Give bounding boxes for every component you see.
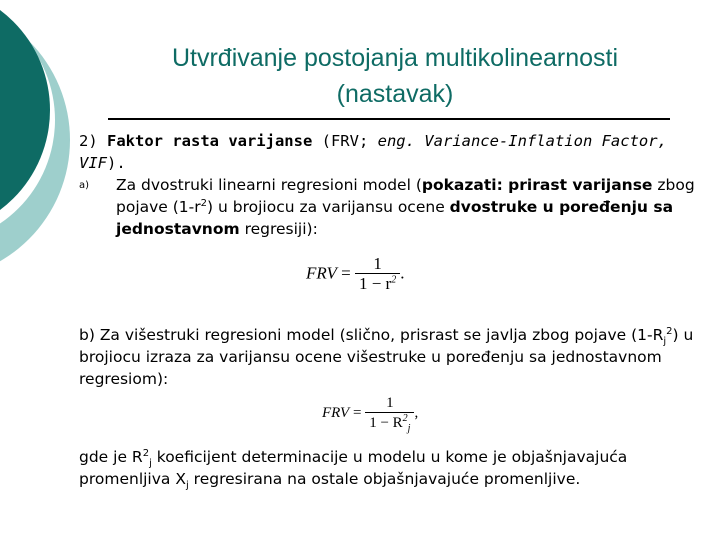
fraction: $\frac{1}{1 - R^2_j}$ bbox=[365, 394, 414, 433]
item-a: a) Za dvostruki linearni regresioni model (pokazati: prirast varijanse zbog pojave $(1-r^2)$ u brojiocu za varijansu ocene dvostruke u poređenju sa jednostavnom regresiji): bbox=[79, 176, 695, 238]
formula-frv-multiple: FRV = $\frac{1}{1 - R^2_j}$ , bbox=[322, 395, 419, 434]
vif-term: eng. Variance-Inflation Factor, VIF bbox=[79, 132, 667, 172]
item-b: b) Za višestruki regresioni model (slično, prisrast se javlja zbog pojave $(1-R_j^2)$ u brojiocu izraza za varijansu ocene višestruke u poređenju sa jednostavnom regresiom): bbox=[79, 325, 694, 388]
decorative-circles bbox=[0, 0, 80, 300]
title-line-2: (nastavak) bbox=[336, 80, 454, 108]
section-2-heading: 2) Faktor rasta varijanse (FRV; eng. Variance-Inflation Factor, VIF). bbox=[79, 132, 667, 172]
item-a-marker: a) bbox=[79, 180, 90, 191]
formula-frv-simple: FRV = $\frac{1}{1 - r^2}$ . bbox=[306, 254, 405, 293]
slide-title bbox=[105, 40, 685, 112]
frv-term: Faktor rasta varijanse bbox=[107, 132, 313, 150]
title-underline bbox=[108, 118, 670, 120]
section-2 bbox=[79, 130, 699, 240]
explanation: gde je $R^2_j$ koeficijent determinacije u modelu u kome je objašnjavajuća promenljiva $X_j$ regresirana na ostale objašnjavajuće promenljive. bbox=[79, 447, 628, 492]
fraction: $\frac{1}{1 - r^2}$ bbox=[355, 255, 400, 294]
title-line-1: Utvrđivanje postojanja multikolinearnosti bbox=[171, 44, 619, 72]
